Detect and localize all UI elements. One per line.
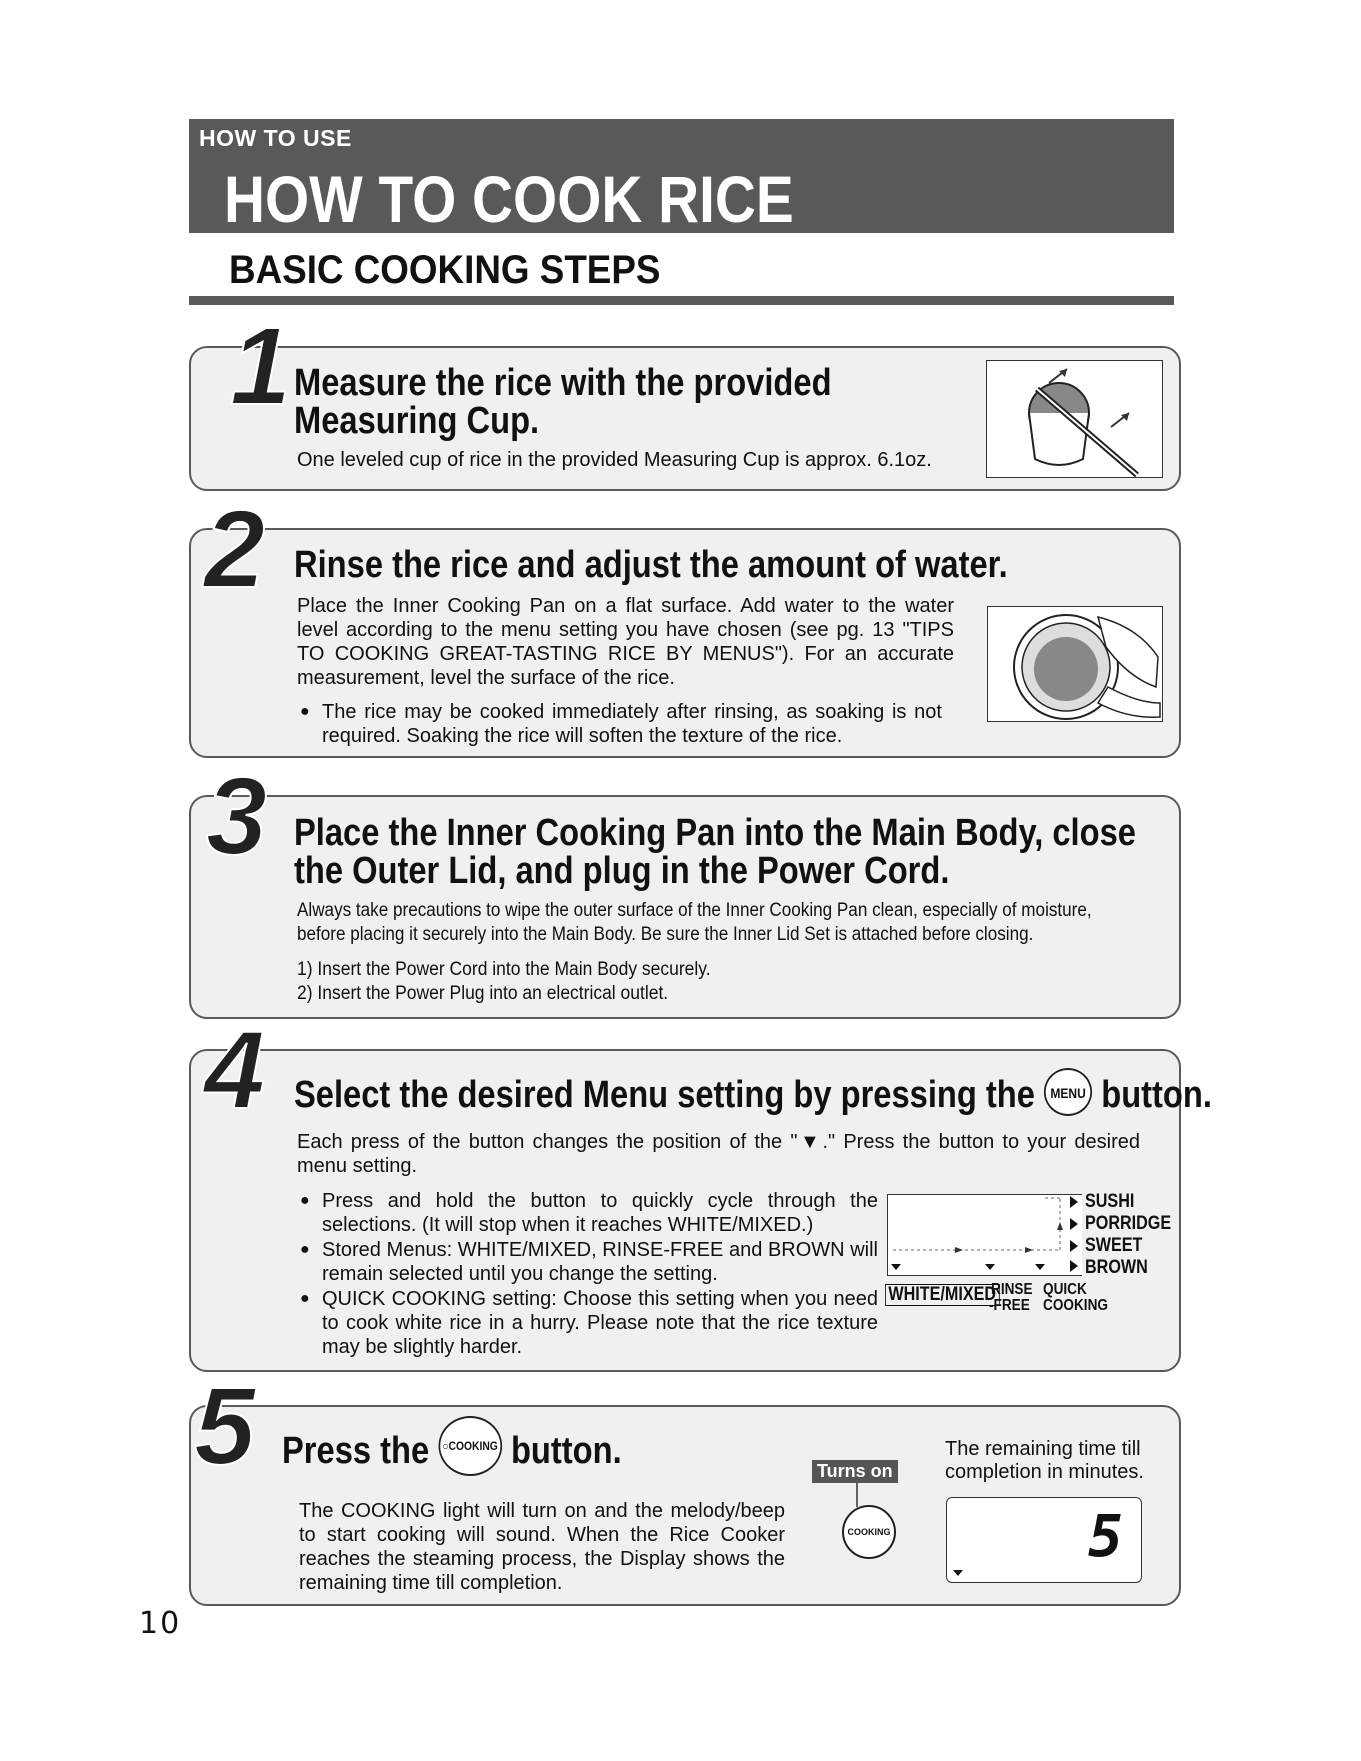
menu-label-quick: QUICK — [1043, 1281, 1087, 1298]
step-4-bullet-1: ● Press and hold the button to quickly cycle through the selections. (It will stop when it reaches WHITE/MIXED.) — [300, 1189, 878, 1237]
turns-on-connector — [852, 1483, 862, 1507]
step-2-bullet-1: ● The rice may be cooked immediately after rinsing, as soaking is not required. Soaking the rice will soften the texture of the rice. — [300, 700, 942, 748]
step-3-list-item-2: 2) Insert the Power Plug into an electrical outlet. — [297, 983, 669, 1004]
step-4-heading-after: button. — [1101, 1074, 1212, 1116]
step-4-bullet-2: ● Stored Menus: WHITE/MIXED, RINSE-FREE and BROWN will remain selected until you change the setting. — [300, 1238, 878, 1286]
step-4-heading — [294, 1076, 1212, 1116]
cooking-button[interactable]: ○COOKING — [438, 1416, 502, 1476]
svg-text:2: 2 — [204, 488, 266, 611]
menu-label-porridge: PORRIDGE — [1085, 1213, 1172, 1234]
svg-text:3: 3 — [206, 755, 268, 878]
section-title: BASIC COOKING STEPS — [229, 248, 661, 292]
menu-selection-diagram — [885, 1190, 1172, 1330]
menu-label-rinse: RINSE — [991, 1281, 1033, 1298]
step-4-body: Each press of the button changes the position of the "▼." Press the button to your desired menu setting. — [297, 1131, 1140, 1177]
measuring-cup-icon — [987, 361, 1163, 478]
turns-on-label: Turns on — [812, 1460, 898, 1483]
step-4-heading-text: Select the desired Menu setting by pressing the — [294, 1074, 1035, 1116]
cooking-button-small[interactable]: COOKING — [842, 1505, 896, 1559]
step-5-heading — [282, 1430, 622, 1476]
menu-button[interactable]: MENU — [1044, 1068, 1092, 1116]
remaining-note-line1: The remaining time till — [945, 1438, 1141, 1460]
step-5-heading-after: button. — [510, 1430, 622, 1473]
menu-label-rinse-free: -FREE — [989, 1297, 1030, 1314]
menu-label-sushi: SUSHI — [1085, 1191, 1135, 1212]
page-number: 10 — [139, 1606, 182, 1641]
remaining-time-note — [945, 1438, 1144, 1484]
step-4-number — [200, 1009, 300, 1132]
step-1-heading-line2: Measuring Cup. — [294, 400, 540, 442]
step-1-heading-line1: Measure the rice with the provided — [294, 362, 832, 404]
step-2-number — [200, 488, 300, 611]
step-3-heading-line2: the Outer Lid, and plug in the Power Cord. — [294, 850, 950, 892]
step-3-number — [202, 755, 302, 878]
rinse-pan-icon — [988, 607, 1163, 722]
step-5-number — [190, 1365, 290, 1488]
menu-arrows-icon — [885, 1190, 1085, 1280]
section-label: HOW TO USE — [199, 125, 352, 151]
measuring-cup-illustration — [986, 360, 1163, 478]
step-3-list-item-1: 1) Insert the Power Cord into the Main Body securely. — [297, 959, 711, 980]
step-5-body: The COOKING light will turn on and the melody/beep to start cooking will sound. When the Rice Cooker reaches the steaming process, the Display shows the remaining time till completion. — [299, 1500, 785, 1594]
header-band — [189, 119, 1174, 236]
menu-label-brown: BROWN — [1085, 1257, 1148, 1278]
svg-text:1: 1 — [230, 305, 292, 428]
menu-label-sweet: SWEET — [1085, 1235, 1143, 1256]
step-2-body: Place the Inner Cooking Pan on a flat surface. Add water to the water level according to the menu setting you have chosen (see pg. 13 "TIPS TO COOKING GREAT-TASTING RICE BY MENUS"). For an accurate measurement, level the surface of the rice. — [297, 595, 954, 689]
step-4-bullet-3: ● QUICK COOKING setting: Choose this setting when you need to cook white rice in a hurry. Please note that the rice texture may be slightly harder. — [300, 1287, 878, 1359]
step-3-body-line1: Always take precautions to wipe the outer surface of the Inner Cooking Pan clean, especially of moisture, — [297, 900, 1092, 921]
svg-text:5: 5 — [194, 1365, 256, 1488]
step-3-heading-line1: Place the Inner Cooking Pan into the Main Body, close — [294, 812, 1136, 854]
svg-text:4: 4 — [204, 1009, 266, 1132]
menu-label-white-mixed: WHITE/MIXED — [885, 1284, 999, 1306]
display-value: 5 — [1088, 1502, 1123, 1570]
section-divider — [189, 296, 1174, 305]
rinsing-rice-illustration — [987, 606, 1163, 722]
remaining-note-line2: completion in minutes. — [945, 1461, 1144, 1483]
page-title: HOW TO COOK RICE — [224, 162, 794, 236]
step-2-heading: Rinse the rice and adjust the amount of water. — [294, 544, 1008, 586]
remaining-time-display — [946, 1497, 1142, 1583]
step-5-heading-text: Press the — [282, 1430, 430, 1473]
step-1-body: One leveled cup of rice in the provided Measuring Cup is approx. 6.1oz. — [297, 449, 932, 471]
step-3-body-line2: before placing it securely into the Main Body. Be sure the Inner Lid Set is attached before closing. — [297, 924, 1034, 945]
menu-label-cooking: COOKING — [1043, 1297, 1108, 1314]
